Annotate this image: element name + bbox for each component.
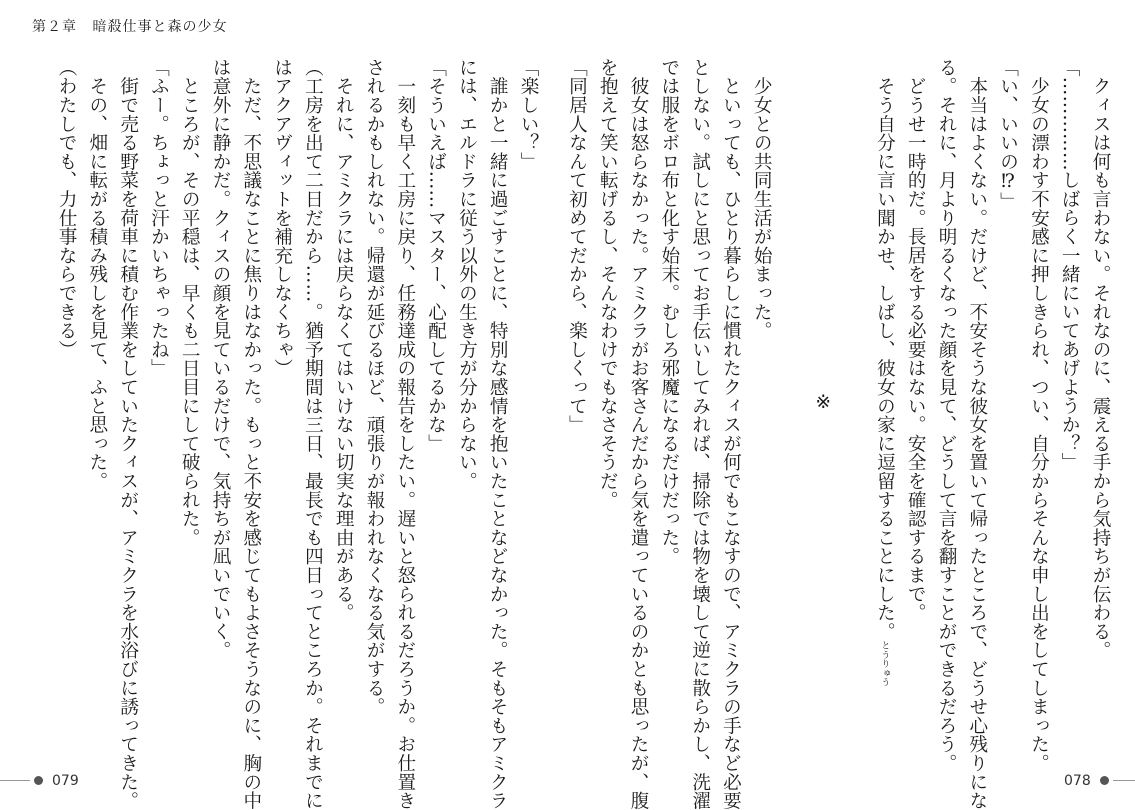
text-line: 誰かと一緒に過ごすことに、特別な感情を抱いたことなどなかった。そもそもアミクラ (487, 58, 509, 810)
text-line: は意外に静かだ。クィスの顔を見ているだけで、気持ちが凪いでいく。 (210, 58, 232, 660)
text-line: 街で売る野菜を荷車に積む作業をしていたクィスが、アミクラを水浴びに誘ってきた。 (117, 58, 139, 810)
text-line: といっても、ひとり暮らしに慣れたクィスが何でもこなすので、アミクラの手など必要 (720, 58, 742, 810)
text-line: その、畑に転がる積み残しを見て、ふと思った。 (86, 58, 108, 491)
text-line: ところが、その平穏は、早くも二日目にして破られた。 (179, 58, 201, 547)
section-break: ※ (812, 392, 834, 414)
text-line: では服をボロ布と化す始末。むしろ邪魔になるだけだった。 (658, 58, 680, 566)
blank-line (838, 58, 869, 748)
text-line: どうせ一時的だ。長居をする必要はない。安全を確認するまで。 (905, 58, 927, 622)
text-line: 「楽しい？」 (518, 58, 539, 171)
text-line: 「い、いいの⁉」 (997, 58, 1019, 211)
folio-bullet-right (1100, 776, 1109, 785)
text-line: を抱えて笑い転げるし、そんなわけでもなさそうだ。 (597, 58, 619, 510)
text-line: クィスは何も言わない。それなのに、震える手から気持ちが伝わる。 (1090, 58, 1111, 660)
text-line-content: そう自分に言い聞かせ、しばし、彼女の家に逗留することにした。 (874, 58, 896, 641)
footer-rule-left (0, 780, 30, 781)
text-line: （わたしでも、力仕事ならできる） (56, 58, 78, 359)
text-line: 少女との共同生活が始まった。 (751, 58, 773, 340)
text-line: 一刻も早く工房に戻り、任務達成の報告をしたい。遅いと怒られるだろうか。お仕置き (394, 58, 416, 810)
chapter-title: 暗殺仕事と森の少女 (92, 19, 228, 35)
text-line: されるかもしれない。帰還が延びるほど、頑張りが報われなくなる気がする。 (364, 58, 386, 716)
text-line: 本当はよくない。だけど、不安そうな彼女を置いて帰ったところで、どうせ心残りにな (966, 58, 988, 810)
text-line: 「そういえば……マスター、心配してるかな」 (425, 58, 447, 453)
text-line: （工房を出て二日だから……。猶予期間は三日、最長でも四日ってところか。それまでに (302, 58, 324, 810)
text-line: はアクアヴィットを補充しなくちゃ） (271, 58, 293, 378)
text-line: としない。試しにと思ってお手伝いしてみれば、掃除では物を壊して逆に散らかし、洗濯 (689, 58, 711, 810)
text-line: 少女の漂わす不安感に押しきられ、つい、自分からそんな申し出をしてしまった。 (1028, 58, 1050, 773)
text-line: それに、アミクラには戻らなくてはいけない切実な理由がある。 (333, 58, 355, 622)
text-line: 彼女は怒らなかった。アミクラがお客さんだから気を遣っているのかとも思ったが、腹 (628, 58, 650, 810)
ruby-annotation: とうりゅう (879, 640, 890, 687)
text-line: 「ふー。ちょっと汗かいちゃったね」 (148, 58, 170, 378)
text-line: 「……………しばらく一緒にいてあげようか？」 (1059, 58, 1081, 472)
folio-bullet-left (34, 776, 43, 785)
text-line: には、エルドラに従う以外の生き方が分からない。 (456, 58, 478, 491)
running-head (32, 16, 237, 36)
page-number-left: 079 (52, 773, 79, 789)
blank-line (776, 58, 807, 748)
text-line: る。それに、月より明るくなった顔を見て、どうして言を翻すことができるだろう。 (936, 58, 958, 773)
text-line: 「同居人なんて初めてだから、楽しくって」 (566, 58, 588, 434)
page-number-right: 078 (1064, 773, 1091, 789)
text-line: ただ、不思議なことに焦りはなかった。もっと不安を感じてもよさそうなのに、胸の中 (240, 58, 262, 810)
text-line (869, 58, 900, 748)
footer-rule-right (1113, 780, 1135, 781)
chapter-number: 第２章 (32, 19, 77, 35)
